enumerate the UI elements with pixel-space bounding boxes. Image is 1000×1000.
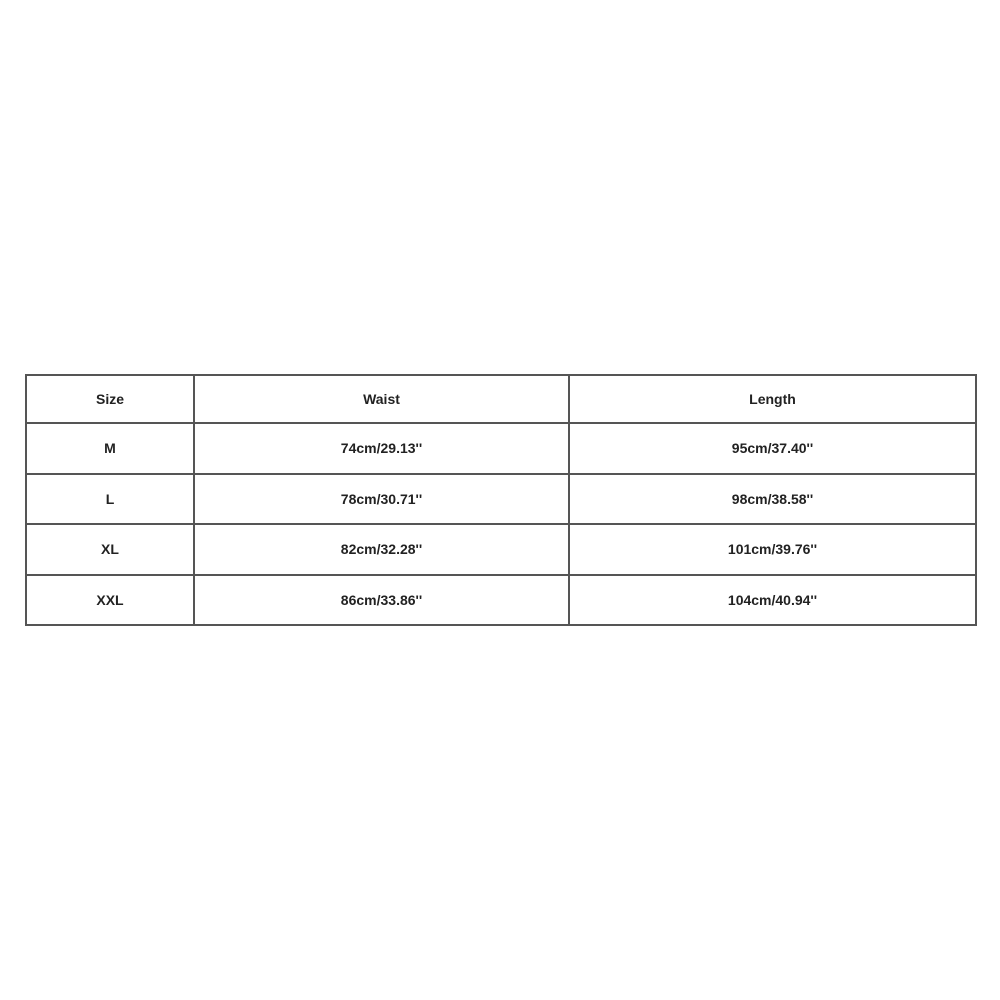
header-length: Length [569,375,976,423]
size-chart-table [25,374,977,626]
cell-waist: 86cm/33.86'' [194,575,569,626]
table-row [26,474,976,525]
cell-length: 98cm/38.58'' [569,474,976,525]
cell-waist: 74cm/29.13'' [194,423,569,474]
cell-length: 104cm/40.94'' [569,575,976,626]
cell-size: XXL [26,575,194,626]
cell-length: 95cm/37.40'' [569,423,976,474]
cell-size: L [26,474,194,525]
table-row [26,524,976,575]
cell-size: M [26,423,194,474]
table-row [26,423,976,474]
header-row [26,375,976,423]
table-row [26,575,976,626]
cell-waist: 78cm/30.71'' [194,474,569,525]
cell-length: 101cm/39.76'' [569,524,976,575]
cell-waist: 82cm/32.28'' [194,524,569,575]
cell-size: XL [26,524,194,575]
header-size: Size [26,375,194,423]
header-waist: Waist [194,375,569,423]
